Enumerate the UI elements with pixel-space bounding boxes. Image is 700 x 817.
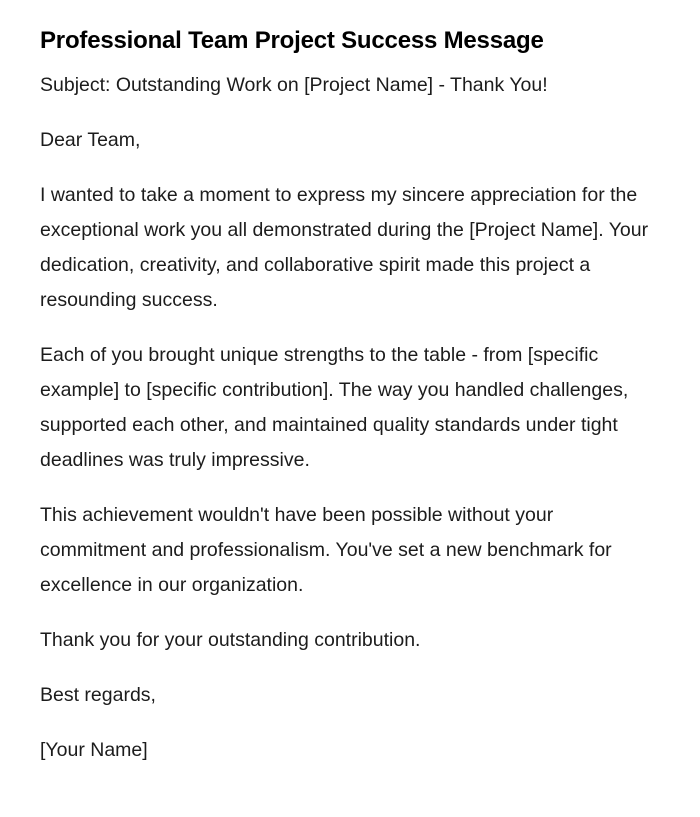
greeting: Dear Team, xyxy=(40,129,141,151)
document-title: Professional Team Project Success Message xyxy=(40,27,544,54)
closing: Best regards, xyxy=(40,684,156,706)
signature: [Your Name] xyxy=(40,739,148,761)
document xyxy=(40,24,650,788)
body-paragraph-appreciation: I wanted to take a moment to express my sincere appreciation for the exceptional work you all demonstrated during the [Project Name]. Your dedication, creativity, and collaborative spirit made this project a resounding success. xyxy=(40,184,649,311)
subject-line: Subject: Outstanding Work on [Project Name] - Thank You! xyxy=(40,74,548,96)
body-paragraph-thanks: Thank you for your outstanding contribution. xyxy=(40,629,421,651)
body-paragraph-strengths: Each of you brought unique strengths to the table - from [specific example] to [specific contribution]. The way you handled challenges, supported each other, and maintained quality standards under tight deadlines was truly impressive. xyxy=(40,344,629,471)
body-paragraph-achievement: This achievement wouldn't have been possible without your commitment and professionalism. You've set a new benchmark for excellence in our organization. xyxy=(40,504,612,596)
